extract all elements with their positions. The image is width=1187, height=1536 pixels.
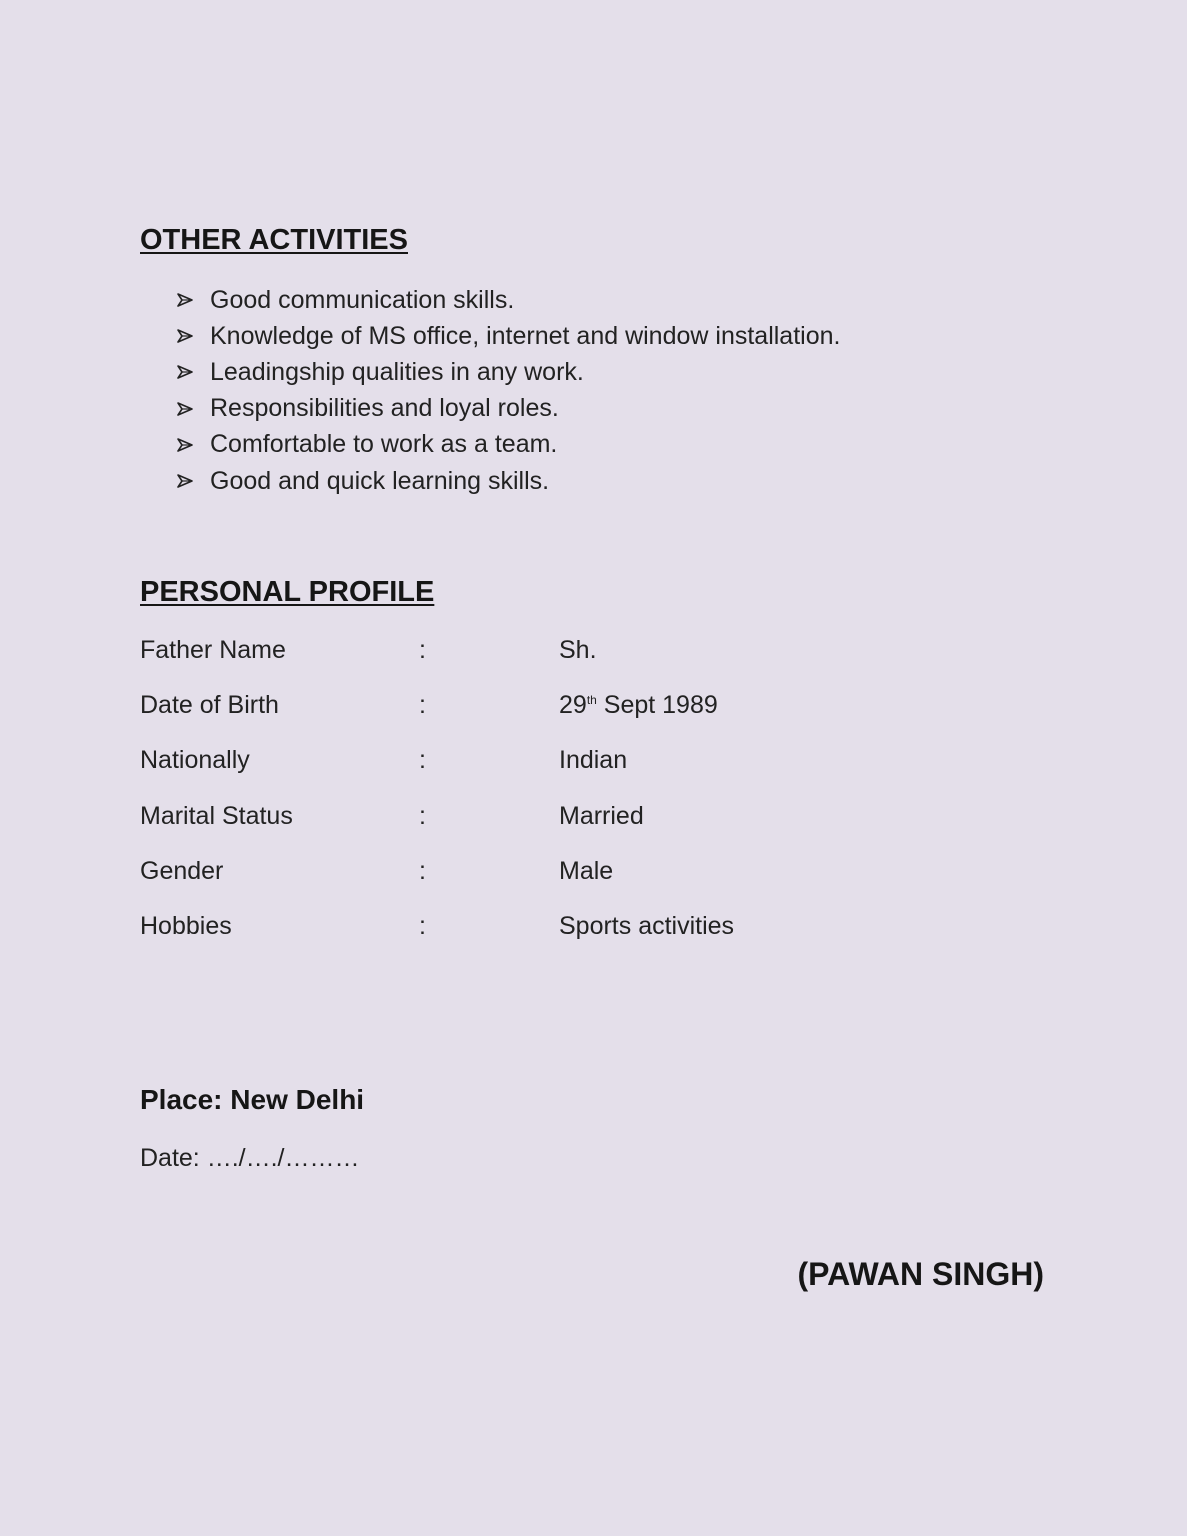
list-item [176,282,840,318]
profile-label: Marital Status [140,801,293,830]
personal-profile-heading: PERSONAL PROFILE [140,576,435,608]
profile-separator: : [419,691,426,720]
other-activities-heading: OTHER ACTIVITIES [140,224,408,256]
arrowhead-bullet-icon [176,363,194,381]
arrowhead-bullet-icon [176,327,194,345]
profile-value: Married [559,801,644,830]
list-item [176,318,840,354]
profile-separator: : [419,911,426,940]
profile-separator: : [419,636,426,664]
profile-separator: : [419,856,426,885]
profile-separator: : [419,801,426,830]
list-item-text: Leadingship qualities in any work. [210,357,584,386]
profile-label: Father Name [140,636,286,664]
profile-row-date-of-birth [140,685,940,740]
list-item-text: Knowledge of MS office, internet and window installation. [210,321,841,350]
arrowhead-bullet-icon [176,291,194,309]
place-line: Place: New Delhi [140,1084,365,1115]
list-item-text: Good and quick learning skills. [210,466,550,495]
dob-day: 29 [559,691,587,720]
profile-value: Male [559,856,614,885]
dob-ordinal-suffix: th [586,693,597,708]
profile-row-nationality [140,740,940,795]
profile-row-father-name [140,630,940,685]
list-item [176,354,840,390]
list-item [176,427,840,463]
profile-label: Hobbies [140,911,232,940]
dob-month-year: Sept 1989 [596,691,718,720]
profile-label: Nationally [140,746,250,775]
profile-row-hobbies [140,906,940,961]
profile-row-gender [140,851,940,906]
other-activities-list [176,282,840,499]
arrowhead-bullet-icon [176,400,194,418]
list-item-text: Good communication skills. [210,285,515,314]
profile-value: Indian [559,746,628,775]
profile-label: Date of Birth [140,691,279,720]
profile-separator: : [419,746,426,775]
profile-value [559,691,718,720]
personal-profile-table [140,630,940,961]
list-item [176,463,840,499]
arrowhead-bullet-icon [176,436,194,454]
list-item [176,391,840,427]
list-item-text: Responsibilities and loyal roles. [210,394,559,423]
profile-row-marital-status [140,796,940,851]
date-line: Date: …./…./……… [140,1144,360,1172]
arrowhead-bullet-icon [176,472,194,490]
profile-value: Sh. [559,636,597,664]
profile-label: Gender [140,856,224,885]
profile-value: Sports activities [559,911,735,940]
signature-name: (PAWAN SINGH) [797,1256,1044,1292]
list-item-text: Comfortable to work as a team. [210,430,558,459]
